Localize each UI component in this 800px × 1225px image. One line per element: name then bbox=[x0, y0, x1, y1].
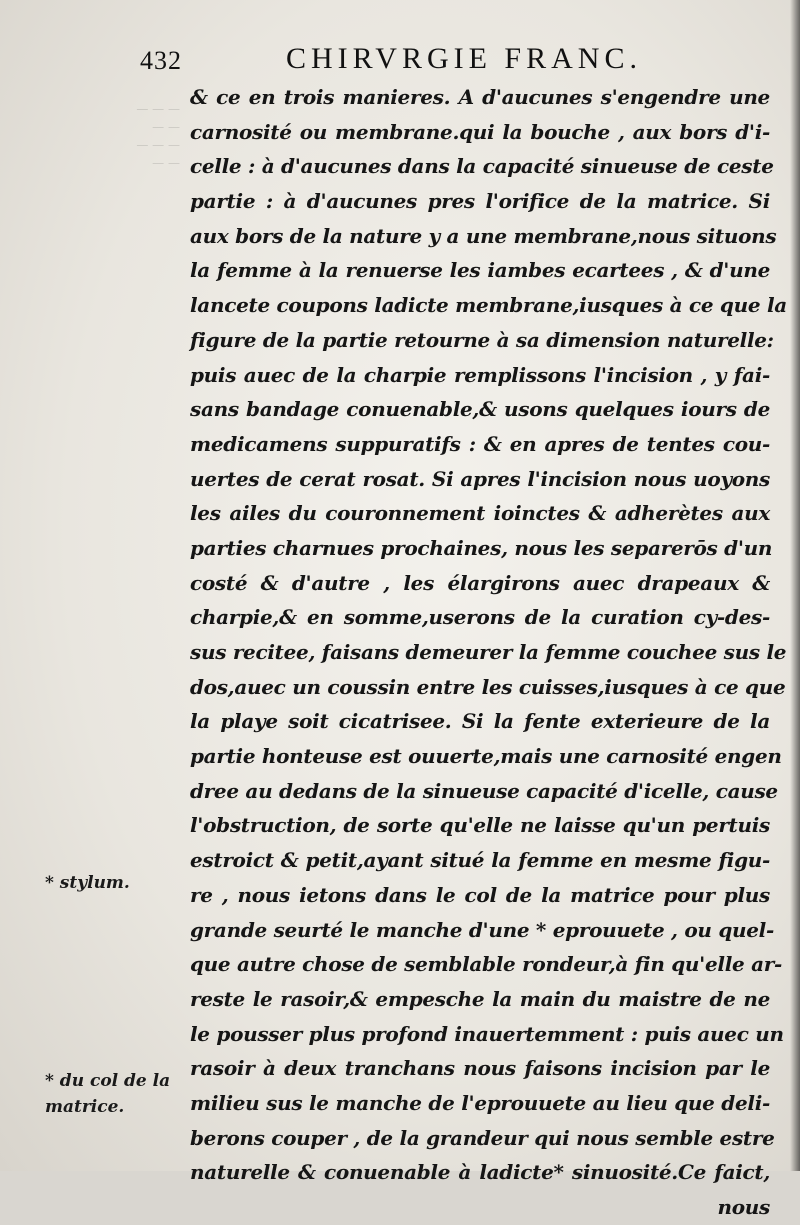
text-line: costé & d'autre , les élargirons auec drapeaux & bbox=[190, 570, 770, 595]
text-line: berons couper , de la grandeur qui nous semble estre bbox=[190, 1125, 775, 1150]
text-line: dos,auec un coussin entre les cuisses,iusques à ce que bbox=[190, 674, 786, 699]
margin-note-text: matrice. bbox=[45, 1097, 125, 1117]
text-line: uertes de cerat rosat. Si apres l'incision nous uoyons bbox=[190, 466, 770, 491]
text-line: celle : à d'aucunes dans la capacité sinueuse de ceste bbox=[190, 154, 774, 179]
running-head: CHIRVRGIE FRANC. bbox=[286, 42, 642, 75]
text-line: les ailes du couronnement ioinctes & adherètes aux bbox=[190, 501, 770, 526]
text-line: partie : à d'aucunes pres l'orifice de la matrice. Si bbox=[190, 189, 770, 214]
page-edge-shadow bbox=[790, 0, 800, 1171]
body-text bbox=[190, 80, 787, 1225]
text-line: estroict & petit,ayant situé la femme en mesme figu- bbox=[190, 848, 770, 873]
text-line: figure de la partie retourne à sa dimension naturelle: bbox=[190, 327, 774, 352]
margin-note-text: * stylum. bbox=[45, 873, 130, 893]
text-line: nous bbox=[717, 1195, 770, 1219]
text-line: l'obstruction, de sorte qu'elle ne laisse qu'un pertuis bbox=[190, 813, 770, 838]
text-line: dree au dedans de la sinueuse capacité d'icelle, cause bbox=[190, 778, 778, 803]
text-line: charpie,& en somme,userons de la curation cy-des- bbox=[190, 605, 770, 630]
text-line: & ce en trois manieres. A d'aucunes s'engendre une bbox=[190, 85, 770, 109]
text-line: la playe soit cicatrisee. Si la fente exterieure de la bbox=[190, 709, 770, 734]
text-line: naturelle & conuenable à ladicte* sinuosité.Ce faict, bbox=[190, 1160, 770, 1185]
text-line: la femme à la renuerse les iambes ecartees , & d'une bbox=[190, 258, 770, 283]
text-line: lancete coupons ladicte membrane,iusques à ce que la bbox=[190, 293, 787, 318]
text-line: rasoir à deux tranchans nous faisons incision par le bbox=[190, 1056, 770, 1081]
text-line: sus recitee, faisans demeurer la femme couchee sus le bbox=[190, 640, 787, 664]
page-header bbox=[140, 42, 780, 82]
margin-note-col-matrice bbox=[45, 1068, 170, 1120]
text-line: que autre chose de semblable rondeur,à fin qu'elle ar- bbox=[190, 952, 783, 977]
margin-note-stylum bbox=[45, 870, 130, 896]
text-line: parties charnues prochaines, nous les separerōs d'un bbox=[190, 535, 773, 560]
text-line: aux bors de la nature y a une membrane,nous situons bbox=[190, 223, 777, 248]
text-line: partie honteuse est ouuerte,mais une carnosité engen bbox=[190, 744, 782, 769]
page-number: 432 bbox=[140, 46, 182, 75]
text-line: grande seurté le manche d'une * eprouuete , ou quel- bbox=[190, 917, 774, 942]
text-line: sans bandage conuenable,& usons quelques iours de bbox=[190, 397, 770, 422]
text-line: carnosité ou membrane.qui la bouche , aux bors d'i- bbox=[190, 119, 770, 144]
text-line: puis auec de la charpie remplissons l'incision , y fai- bbox=[190, 362, 770, 387]
text-line: milieu sus le manche de l'eprouuete au lieu que deli- bbox=[190, 1090, 770, 1115]
margin-note-text: * du col de la bbox=[45, 1071, 171, 1091]
text-line: le pousser plus profond inauertemment : puis auec un bbox=[190, 1021, 784, 1046]
text-line: re , nous ietons dans le col de la matrice pour plus bbox=[190, 882, 770, 907]
text-line: medicamens suppuratifs : & en apres de tentes cou- bbox=[190, 431, 770, 456]
bleed-through-text: — — — — — — — — — — bbox=[136, 102, 180, 170]
text-line: reste le rasoir,& empesche la main du maistre de ne bbox=[190, 986, 770, 1011]
